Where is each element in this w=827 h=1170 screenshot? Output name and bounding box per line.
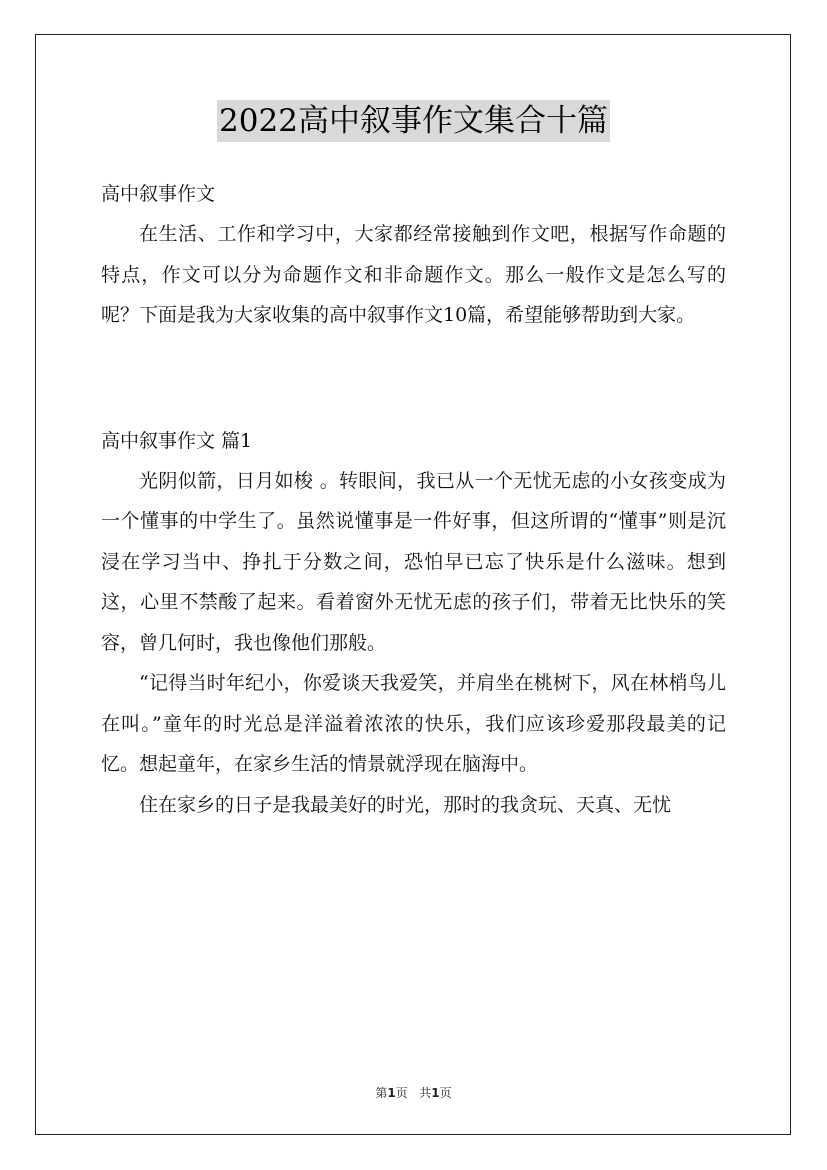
page-number: 1 (387, 1086, 396, 1100)
intro-paragraph: 在生活、工作和学习中，大家都经常接触到作文吧，根据写作命题的特点，作文可以分为命题作文和非命题作文。那么一般作文是怎么写的呢？下面是我为大家收集的高中叙事作文10篇，希望能够帮助到大家。 (101, 223, 726, 326)
section-1-paragraph-3: 住在家乡的日子是我最美好的时光，那时的我贪玩、天真、无忧 (139, 793, 672, 816)
document-title: 2022高中叙事作文集合十篇 (217, 100, 610, 142)
page-footer (0, 1084, 827, 1101)
total-suffix: 页 (439, 1086, 452, 1100)
title-container (0, 100, 827, 142)
section-1-heading: 高中叙事作文 篇1 (101, 429, 253, 452)
section-1-paragraph-1: 光阴似箭，日月如梭 。转眼间，我已从一个无忧无虑的小女孩变成为一个懂事的中学生了。虽然说懂事是一件好事，但这所谓的“懂事”则是沉浸在学习当中、挣扎于分数之间，恐怕早已忘了快乐是什么滋味。想到这，心里不禁酸了起来。看着窗外无忧无虑的孩子们，带着无比快乐的笑容，曾几何时，我也像他们那般。 (101, 469, 726, 654)
document-body (101, 174, 726, 825)
intro-heading: 高中叙事作文 (101, 183, 216, 205)
page-suffix: 页 (395, 1086, 408, 1100)
page-prefix: 第 (375, 1086, 388, 1100)
total-number: 1 (431, 1086, 440, 1100)
total-prefix: 共 (419, 1086, 432, 1100)
section-1-paragraph-2: “记得当时年纪小，你爱谈天我爱笑，并肩坐在桃树下，风在林梢鸟儿在叫。”童年的时光总是洋溢着浓浓的快乐，我们应该珍爱那段最美的记忆。想起童年，在家乡生活的情景就浮现在脑海中。 (101, 672, 726, 775)
